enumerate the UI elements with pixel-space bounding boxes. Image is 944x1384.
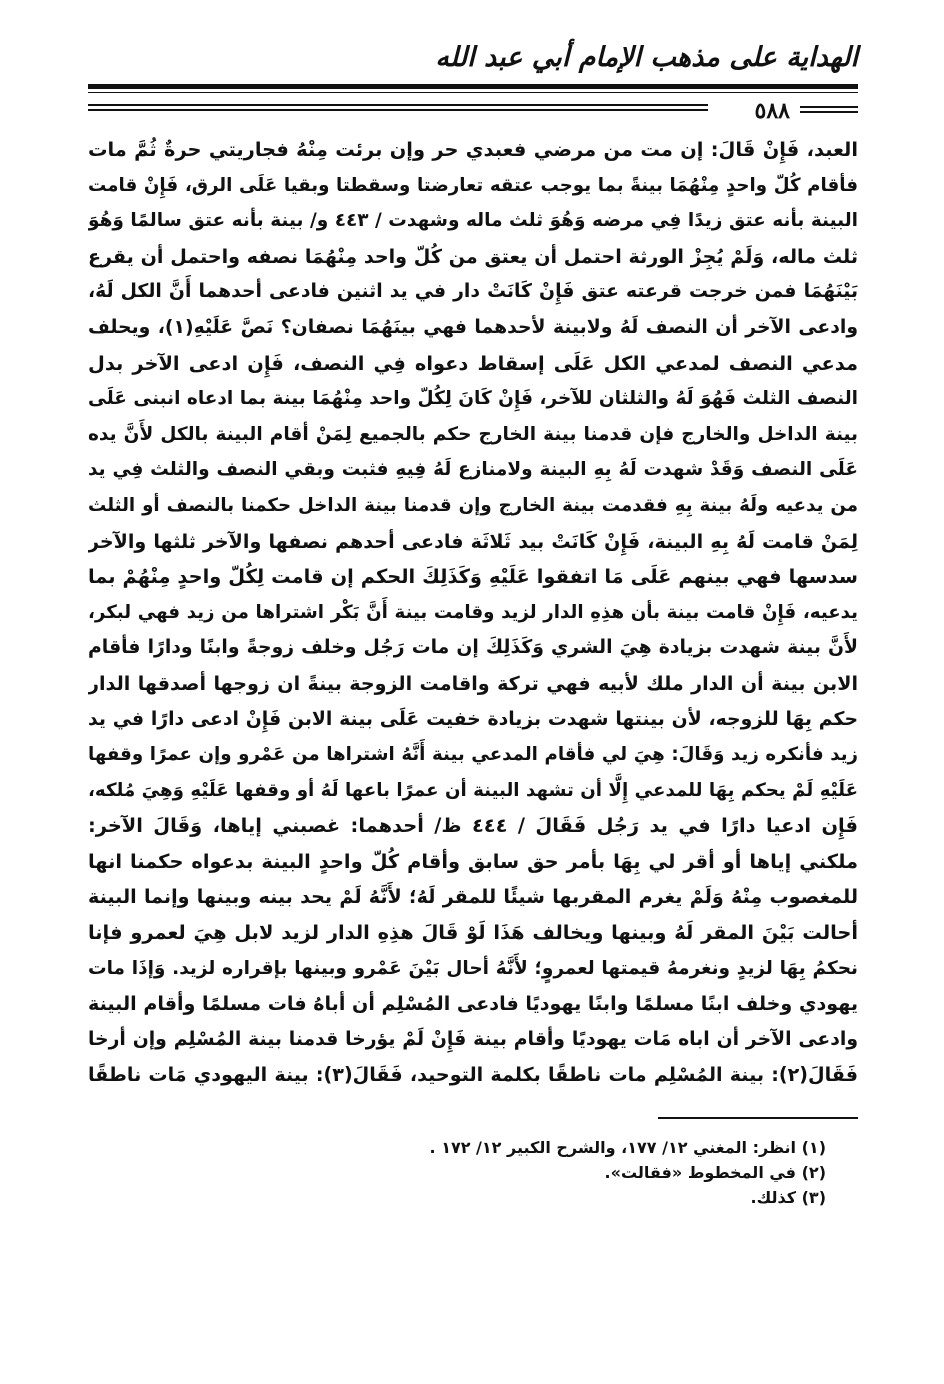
header-rule-thick [88, 84, 858, 89]
body-line: النصف الثلث فَهُوَ لَهُ والثلثان للآخر، فَإِنْ كَانَ لِكُلّ واحد مِنْهُمَا بينة بما ادعاه انبنى عَلَى [88, 388, 858, 410]
body-line: ملكني إياها أو أقر لي بِهَا بأمر حق سابق وأقام كُلّ واحدٍ البينة بدعواه حكمنا انها [88, 849, 858, 873]
body-line: عَلَيْهِ لَمْ يحكم بِهَا للمدعي إِلَّا أن تشهد البينة أن عمرًا باعها لَهُ أو وقفها عَلَيْهِ وَهِيَ مُلكه، [88, 779, 858, 801]
body-line: فَإِن ادعيا دارًا في يد رَجُل فَقَالَ / ٤٤٤ ظ/ أحدهما: غصبني إياها، وَقَالَ الآخر: [88, 814, 858, 838]
page-number-rule-left-2 [88, 109, 708, 111]
page-number: ٥٨٨ [749, 98, 796, 124]
body-text [88, 132, 858, 1093]
page [88, 40, 858, 1210]
body-line: عَلَى النصف وَقَدْ شهدت لَهُ بِهِ البينة ولامنازع لَهُ فِيهِ فثبت وبقي النصف والثلث فِي يد [88, 459, 858, 481]
body-line: نحكمُ بِهَا لزيدٍ ونغرمهُ قيمتها لعمروٍ؛ لأَنَّهُ أحال بَيْنَ عَمْرو وبينها بإقراره لزيد. وَإذَا مات [88, 957, 858, 979]
body-line: وادعى الآخر أن اباه مَات يهوديًا وأقام بينة فَإِنْ لَمْ يؤرخا قدمنا بينة المُسْلِم وإن أرخا [88, 1028, 858, 1050]
body-line: لأَنَّ بينة شهدت بزيادة هِيَ الشري وَكَذَلِكَ إن مات رَجُل وخلف زوجةً وابنًا ودارًا فأقام [88, 637, 858, 659]
body-line: بَيْنَهُمَا فمن خرجت قرعته عتق فَإِنْ كَانَتْ دار في يد اثنين فادعى أحدهما أَنَّ الكل لَهُ، [88, 281, 858, 303]
footnote-separator [658, 1117, 858, 1119]
body-line: يهودي وخلف ابنًا مسلمًا وابنًا يهوديًا فادعى المُسْلِم أن أباهُ فات مسلمًا وأقام البينة [88, 992, 858, 1016]
footnote: (٣) كذلك. [750, 1188, 826, 1208]
footnote: (٢) في المخطوط «فقالت». [604, 1163, 826, 1183]
book-title: الهداية على مذهب الإمام أبي عبد الله [435, 42, 858, 73]
body-line: الابن بينة أن الدار ملك لأبيه فهي تركة واقامت الزوجة بينةً ان زوجها أصدقها الدار [88, 671, 858, 695]
body-line: زيد فأنكره زيد وَقَالَ: هِيَ لي فأقام المدعي بينة أَنَّهُ اشتراها من عَمْرو وإن عمرًا وقفها [88, 744, 858, 766]
running-header [88, 40, 858, 90]
body-line: حكم بِهَا للزوجه، لأن بينتها شهدت بزيادة خفيت عَلَى بينة الابن فَإِنْ ادعى دارًا في يد [88, 708, 858, 730]
body-line: أحالت بَيْنَ المقر لَهُ وبينها ويخالف هَذَا لَوْ قَالَ هذِهِ الدار لزيد لابل هِيَ لعمرو فإنا [88, 921, 858, 945]
body-line: لِمَنْ قامت لَهُ بِهِ البينة، فَإِنْ كَانَتْ بيد ثَلاثَة فادعى أحدهم نصفها والآخر ثلثها والآخر [88, 529, 858, 553]
body-line: مدعي النصف لمدعي الكل عَلَى إسقاط دعواه فِي النصف، فَإِن ادعى الآخر بدل [88, 351, 858, 375]
footnote: (١) انظر: المغني ١٢/ ١٧٧، والشرح الكبير ١٢/ ١٧٢ . [429, 1138, 826, 1158]
page-number-rule-right-2 [800, 111, 858, 113]
page-number-rule-left-1 [88, 104, 708, 106]
page-number-rule-right-1 [800, 106, 858, 108]
body-line: سدسها فهي بينهم عَلَى مَا اتفقوا عَلَيْهِ وَكَذَلِكَ الحكم إن قامت لِكُلّ واحدٍ مِنْهُمْ بما [88, 565, 858, 589]
footnotes [88, 1135, 858, 1210]
body-line: العبد، فَإِنْ قَالَ: إن مت من مرضي فعبدي حر وإن برئت مِنْهُ فجاريتي حرةٌ ثُمَّ مات [88, 138, 858, 161]
body-line: ثلث ماله، وَلَمْ يُجِزْ الورثة احتمل أن يعتق من كُلّ واحد مِنْهُمَا نصفه واحتمل أن يقرع [88, 244, 858, 268]
body-line: من يدعيه ولَهُ بينة بِهِ فقدمت بينة الخارج وإن قدمنا بينة الداخل حكمنا بالنصف أو الثلث [88, 494, 858, 516]
page-number-row [88, 90, 858, 124]
body-line: يدعيه، فَإِنْ قامت بينة بأن هذِهِ الدار لزيد وقامت بينة أَنَّ بَكْر اشتراها من زيد فهي لبكر، [88, 601, 858, 623]
body-line: وادعى الآخر أن النصف لَهُ ولابينة لأحدهما فهي بينَهُمَا نصفان؟ نَصَّ عَلَيْهِ(١)، ويحلف [88, 316, 858, 338]
body-line: البينة بأنه عتق زيدًا فِي مرضه وَهُوَ ثلث ماله وشهدت / ٤٤٣ و/ بينة بأنه عتق سالمًا وَهُوَ [88, 210, 858, 232]
body-line: فأقام كُلّ واحدٍ مِنْهُمَا بينةً بما يوجب عتقه تعارضتا وسقطتا وبقيا عَلَى الرق، فَإِنْ قامت [88, 174, 858, 196]
body-line: فَقَالَ(٢): بينة المُسْلِم مات ناطقًا بكلمة التوحيد، فَقَالَ(٣): بينة اليهودي مَات ناطقًا [88, 1063, 858, 1087]
body-line: بينة الداخل والخارج فإن قدمنا بينة الخارج حكم بالجميع لِمَنْ أقام البينة بالكل لأَنَّ يده [88, 423, 858, 445]
body-line: للمغصوب مِنْهُ وَلَمْ يغرم المقربها شيئًا للمقر لَهُ؛ لأَنَّهُ لَمْ يحد بينه وبينها وإنما البينة [88, 885, 858, 909]
